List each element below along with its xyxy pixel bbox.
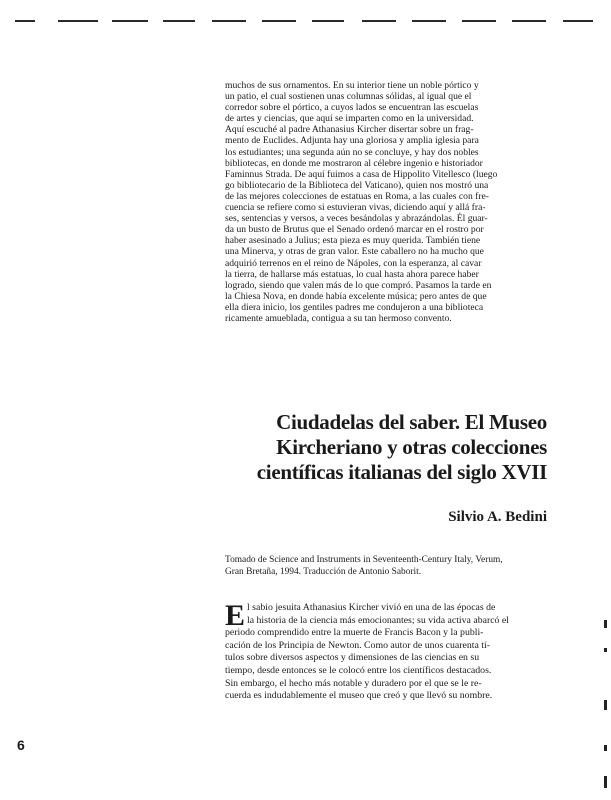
scan-edge-mark <box>604 745 607 751</box>
top-rule <box>212 20 246 22</box>
text-line: una Minerva, y otras de gran valor. Este caballero no ha mucho que <box>225 246 484 258</box>
scan-edge-mark <box>604 700 607 710</box>
top-rule <box>112 20 148 22</box>
text-line: la tierra, de hallarse más estatuas, lo cual hasta ahora parece haber <box>225 268 479 280</box>
text-line: ella diera inicio, los gentiles padres me condujeron a una biblioteca <box>225 301 484 313</box>
text-line: adquirió terrenos en el reino de Nápoles, con la esperanza, al cavar <box>225 257 482 269</box>
scan-edge-mark <box>604 776 607 788</box>
top-rule <box>312 20 344 22</box>
text-line: tiempo, desde entonces se le colocó entre los científicos destacados. <box>225 664 492 676</box>
text-line: bibliotecas, en donde me mostraron al célebre ingenio e historiador <box>225 157 483 169</box>
text-line: mento de Euclides. Adjunta hay una gloriosa y amplia iglesia para <box>225 135 479 147</box>
source-note <box>225 555 546 578</box>
article-author: Silvio A. Bedini <box>448 509 547 525</box>
text-line: Aquí escuché al padre Athanasius Kircher disertar sobre un frag- <box>225 124 474 136</box>
text-line: periodo comprendido entre la muerte de Francis Bacon y la publi- <box>225 627 484 639</box>
article-title <box>195 410 547 485</box>
text-line: ricamente amueblada, contigua a su tan hermoso convento. <box>225 312 452 324</box>
text-line: cuerda es indudablemente el museo que creó y que llevó su nombre. <box>225 690 493 702</box>
text-line: un patio, el cual sostienen unas columnas sólidas, al igual que el <box>225 91 472 103</box>
title-line: Ciudadelas del saber. El Museo <box>276 410 547 434</box>
scan-edge-mark <box>604 648 607 652</box>
top-rule <box>362 20 396 22</box>
text-line: la historia de la ciencia más emocionantes; su vida activa abarcó el <box>247 614 509 626</box>
text-line: ses, sentencias y versos, a veces besándolas y abrazándolas. Él guar- <box>225 213 488 225</box>
title-line: científicas italianas del siglo XVII <box>256 460 547 484</box>
top-rule <box>563 20 593 22</box>
drop-cap: E <box>225 599 246 632</box>
top-rule <box>462 20 496 22</box>
text-line: go bibliotecario de la Biblioteca del Vaticano), quien nos mostró una <box>225 179 489 191</box>
top-rule <box>15 20 35 22</box>
text-line: la Chiesa Nova, en donde había excelente música; pero antes de que <box>225 290 487 302</box>
text-line: de las mejores colecciones de estatuas en Roma, a las cuales con fre- <box>225 190 489 202</box>
top-rule <box>412 20 446 22</box>
text-line: haber asesinado a Julius; esta pieza es muy querida. También tiene <box>225 235 481 247</box>
body-paragraph <box>225 80 546 324</box>
text-line: tulos sobre diversos aspectos y dimensiones de las ciencias en su <box>225 652 480 664</box>
text-line: los estudiantes; una segunda aún no se concluye, y hay dos nobles <box>225 146 479 158</box>
text-line: cuencia se refiere como si estuvieran vivas, diciendo aquí y allá fra- <box>225 202 486 214</box>
title-line: Kircheriano y otras colecciones <box>276 435 547 459</box>
text-line: de artes y ciencias, que aquí se imparten como en la universidad. <box>225 113 474 125</box>
text-line: corredor sobre el pórtico, a cuyos lados se encuentran las escuelas <box>225 102 479 114</box>
source-line: Tomado de Science and Instruments in Seventeenth-Century Italy, Verum, <box>225 555 503 565</box>
text-line: cación de los Principia de Newton. Como autor de unos cuarenta tí- <box>225 639 490 651</box>
text-line: Sin embargo, el hecho más notable y duradero por el que se le re- <box>225 677 482 689</box>
top-rule <box>512 20 546 22</box>
text-line: Faminnus Strada. De aquí fuimos a casa de Hippolito Vitellesco (luego <box>225 168 498 180</box>
top-rule <box>163 20 195 22</box>
text-line: da un busto de Brutus que el Senado ordenó marcar en el rostro por <box>225 224 484 236</box>
top-rule <box>262 20 296 22</box>
top-rule <box>58 20 98 22</box>
intro-paragraph <box>225 599 546 703</box>
source-line: Gran Bretaña, 1994. Traducción de Antonio Saborit. <box>225 566 422 577</box>
page-number: 6 <box>17 737 25 753</box>
text-line: l sabio jesuita Athanasius Kircher vivió en una de las épocas de <box>247 602 496 613</box>
text-line: muchos de sus ornamentos. En su interior tiene un noble pórtico y <box>225 80 479 91</box>
scan-edge-mark <box>604 620 607 628</box>
text-line: logrado, siendo que valen más de lo que compró. Pasamos la tarde en <box>225 279 492 291</box>
